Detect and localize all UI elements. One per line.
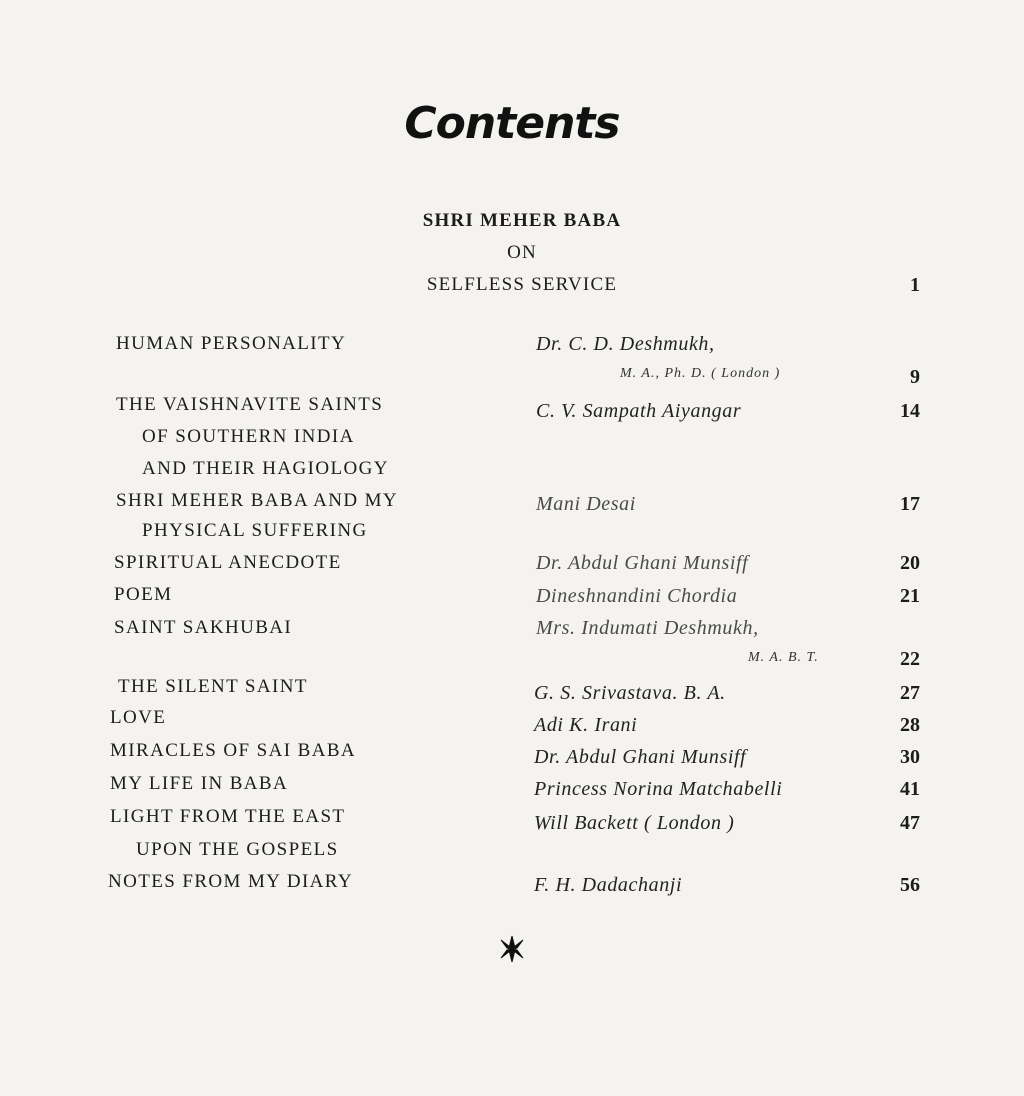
entry-title: SPIRITUAL ANECDOTE xyxy=(114,552,342,573)
entry-title: NOTES FROM MY DIARY xyxy=(108,871,353,892)
entry-title-continued: PHYSICAL SUFFERING xyxy=(142,520,368,541)
entry-page-number: 47 xyxy=(900,812,920,834)
entry-page-number: 20 xyxy=(900,552,920,574)
entry-title: SAINT SAKHUBAI xyxy=(114,617,293,638)
entry-author: Dineshnandini Chordia xyxy=(536,585,738,607)
entry-title: THE SILENT SAINT xyxy=(118,676,308,697)
entry-title: POEM xyxy=(114,584,173,605)
entry-page-number: 14 xyxy=(900,400,920,422)
entry-author: Dr. Abdul Ghani Munsiff xyxy=(534,746,747,768)
entry-page-number: 27 xyxy=(900,682,920,704)
entry-page-number: 41 xyxy=(900,778,920,800)
entry-title-continued: OF SOUTHERN INDIA xyxy=(142,426,355,447)
lead-article-title-line-1: SHRI MEHER BABA xyxy=(422,210,622,231)
entry-author: Will Backett ( London ) xyxy=(534,812,735,834)
entry-page-number: 30 xyxy=(900,746,920,768)
asterisk-ornament-icon xyxy=(497,934,527,964)
entry-author: Mani Desai xyxy=(536,493,636,515)
entry-title: HUMAN PERSONALITY xyxy=(116,333,347,354)
entry-author: G. S. Srivastava. B. A. xyxy=(534,682,726,704)
entry-page-number: 21 xyxy=(900,585,920,607)
entry-author: Dr. C. D. Deshmukh, xyxy=(536,333,715,355)
entry-page-number: 9 xyxy=(910,366,920,388)
lead-article-page-number: 1 xyxy=(910,274,920,296)
entry-title: SHRI MEHER BABA AND MY xyxy=(116,490,399,511)
entry-author: Dr. Abdul Ghani Munsiff xyxy=(536,552,749,574)
entry-author: Mrs. Indumati Deshmukh, xyxy=(536,617,759,639)
entry-title: LIGHT FROM THE EAST xyxy=(110,806,346,827)
lead-article-title-line-3: SELFLESS SERVICE xyxy=(426,274,618,295)
entry-page-number: 56 xyxy=(900,874,920,896)
entry-title-continued: UPON THE GOSPELS xyxy=(136,839,339,860)
entry-title: MY LIFE IN BABA xyxy=(110,773,289,794)
entry-author: C. V. Sampath Aiyangar xyxy=(536,400,742,422)
lead-article-title-line-2: ON xyxy=(507,242,537,263)
entry-title: THE VAISHNAVITE SAINTS xyxy=(116,394,384,415)
entry-author-credentials: M. A. B. T. xyxy=(748,650,819,665)
entry-page-number: 28 xyxy=(900,714,920,736)
entry-title-continued: AND THEIR HAGIOLOGY xyxy=(142,458,389,479)
entry-page-number: 22 xyxy=(900,648,920,670)
entry-author: Adi K. Irani xyxy=(534,714,638,736)
entry-title: LOVE xyxy=(110,707,167,728)
entry-page-number: 17 xyxy=(900,493,920,515)
entry-author-credentials: M. A., Ph. D. ( London ) xyxy=(620,366,781,381)
entry-title: MIRACLES OF SAI BABA xyxy=(110,740,357,761)
entry-author: Princess Norina Matchabelli xyxy=(534,778,783,800)
entry-author: F. H. Dadachanji xyxy=(534,874,683,896)
page-title: Contents xyxy=(404,98,620,149)
